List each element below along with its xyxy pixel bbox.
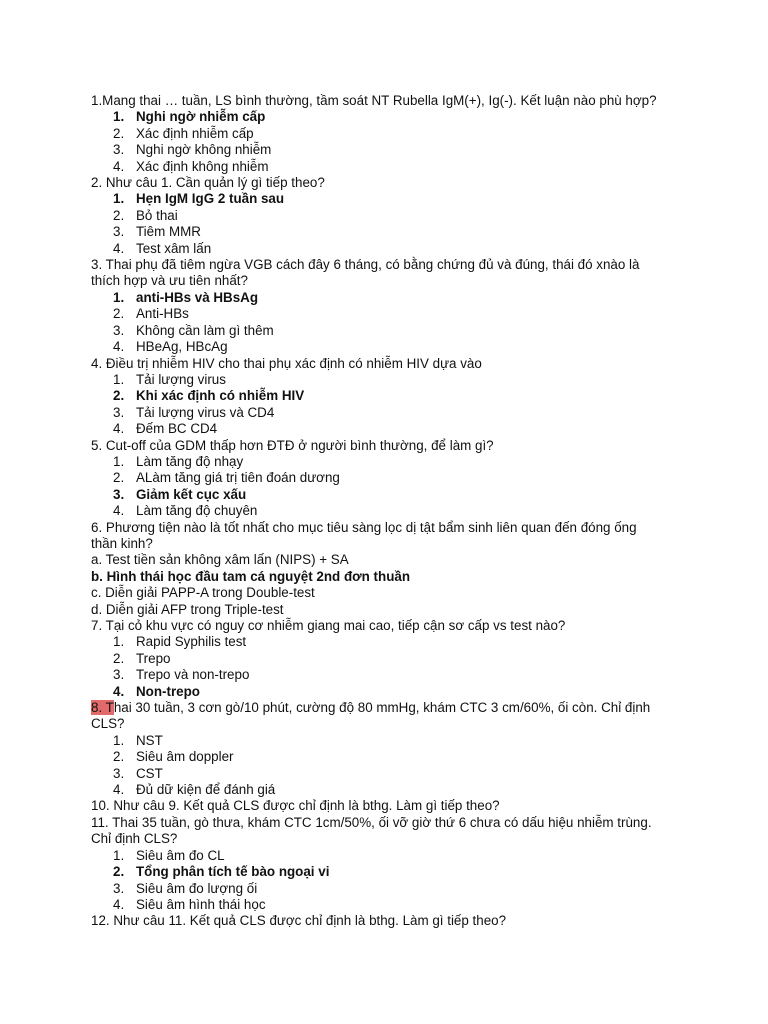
question-text — [91, 700, 688, 716]
option-text: Tải lượng virus — [136, 371, 226, 387]
answer-option — [91, 503, 688, 519]
option-text: Đủ dữ kiện để đánh giá — [136, 782, 276, 798]
option-number: 3. — [113, 322, 125, 338]
option-number: 3. — [113, 765, 125, 781]
option-text: Siêu âm doppler — [136, 749, 234, 765]
option-text: Rapid Syphilis test — [136, 634, 247, 650]
answer-option — [91, 651, 688, 667]
option-text: Tải lượng virus và CD4 — [136, 404, 275, 420]
answer-option — [91, 323, 688, 339]
question-line: thích hợp và ưu tiên nhất? — [91, 273, 248, 289]
question-line: CLS? — [91, 716, 125, 732]
answer-option-correct: b. Hình thái học đầu tam cá nguyệt 2nd đơn thuần — [91, 568, 411, 584]
question-line: 3. Thai phụ đã tiêm ngừa VGB cách đây 6 tháng, có bằng chứng đủ và đúng, thái đó xnào là — [91, 257, 640, 273]
option-number: 3. — [113, 486, 125, 502]
question-text — [91, 815, 688, 831]
option-number: 4. — [113, 683, 125, 699]
answer-option — [91, 421, 688, 437]
option-number: 1. — [113, 634, 125, 650]
option-number: 4. — [113, 503, 125, 519]
answer-option — [91, 224, 688, 240]
question-text — [91, 93, 688, 109]
option-text: Non-trepo — [136, 683, 200, 699]
option-number: 1. — [113, 191, 125, 207]
question-text — [91, 913, 688, 929]
option-text: Xác định không nhiễm — [136, 158, 269, 174]
answer-option — [91, 306, 688, 322]
answer-option — [91, 782, 688, 798]
option-number: 3. — [113, 880, 125, 896]
highlighted-text: 8. T — [91, 700, 114, 716]
option-text: Giảm kết cục xấu — [136, 486, 247, 502]
question-text — [91, 716, 688, 732]
question-line: Chỉ định CLS? — [91, 831, 178, 847]
answer-option — [91, 241, 688, 257]
option-text: Khi xác định có nhiễm HIV — [136, 388, 305, 404]
option-number: 4. — [113, 421, 125, 437]
answer-option — [91, 454, 688, 470]
option-number: 3. — [113, 142, 125, 158]
answer-option-correct — [91, 109, 688, 125]
answer-option-correct — [91, 487, 688, 503]
question-line: 11. Thai 35 tuần, gò thưa, khám CTC 1cm/50%, ối vỡ giờ thứ 6 chưa có dấu hiệu nhiễm trùng. — [91, 814, 652, 830]
option-text: Trepo — [136, 650, 171, 666]
option-number: 2. — [113, 470, 125, 486]
option-text: Không cần làm gì thêm — [136, 322, 274, 338]
option-text: Trepo và non-trepo — [136, 667, 250, 683]
option-number: 1. — [113, 847, 125, 863]
answer-option — [91, 667, 688, 683]
option-number: 2. — [113, 207, 125, 223]
answer-option — [91, 848, 688, 864]
option-number: 4. — [113, 240, 125, 256]
question-text — [91, 831, 688, 847]
option-number: 3. — [113, 667, 125, 683]
option-text: Hẹn IgM IgG 2 tuần sau — [136, 191, 285, 207]
answer-option — [91, 126, 688, 142]
option-number: 4. — [113, 339, 125, 355]
question-text — [91, 798, 688, 814]
option-text: Làm tăng độ chuyên — [136, 503, 258, 519]
option-number: 1. — [113, 453, 125, 469]
question-line: 12. Như câu 11. Kết quả CLS được chỉ định là bthg. Làm gì tiếp theo? — [91, 913, 507, 929]
answer-option-correct — [91, 864, 688, 880]
option-number: 2. — [113, 749, 125, 765]
option-text: Làm tăng độ nhạy — [136, 453, 244, 469]
question-text — [91, 356, 688, 372]
answer-option-correct — [91, 388, 688, 404]
option-number: 4. — [113, 896, 125, 912]
answer-option — [91, 634, 688, 650]
option-text: Siêu âm đo CL — [136, 847, 225, 863]
question-text — [91, 438, 688, 454]
option-text: Xác định nhiễm cấp — [136, 125, 254, 141]
answer-option — [91, 405, 688, 421]
option-text: ALàm tăng giá trị tiên đoán dương — [136, 470, 340, 486]
answer-option — [91, 208, 688, 224]
option-number: 2. — [113, 864, 125, 880]
option-text: Nghi ngờ không nhiễm — [136, 142, 272, 158]
answer-option — [91, 372, 688, 388]
answer-option: a. Test tiền sản không xâm lấn (NIPS) + SA — [91, 552, 349, 568]
option-text: Tiêm MMR — [136, 224, 201, 240]
question-line: 4. Điều trị nhiễm HIV cho thai phụ xác định có nhiễm HIV dựa vào — [91, 355, 482, 371]
option-text: HBeAg, HBcAg — [136, 339, 228, 355]
option-text: Anti-HBs — [136, 306, 189, 322]
answer-option — [91, 470, 688, 486]
question-text — [91, 273, 688, 289]
option-text: CST — [136, 765, 163, 781]
option-number: 2. — [113, 125, 125, 141]
answer-option: d. Diễn giải AFP trong Triple-test — [91, 601, 284, 617]
question-text — [91, 257, 688, 273]
question-text — [91, 175, 688, 191]
option-text: Nghi ngờ nhiễm cấp — [136, 109, 266, 125]
question-text — [91, 520, 688, 536]
question-line: 1.Mang thai … tuần, LS bình thường, tầm soát NT Rubella IgM(+), Ig(-). Kết luận nào phù hợp? — [91, 93, 657, 108]
answer-option: c. Diễn giải PAPP-A trong Double-test — [91, 585, 315, 601]
answer-option — [91, 897, 688, 913]
answer-option-correct — [91, 684, 688, 700]
answer-option-correct — [91, 191, 688, 207]
answer-option — [91, 159, 688, 175]
option-number: 2. — [113, 306, 125, 322]
option-text: Siêu âm đo lượng ối — [136, 880, 258, 896]
answer-option — [91, 766, 688, 782]
answer-option — [91, 142, 688, 158]
question-line: 7. Tại cỏ khu vực có nguy cơ nhiễm giang mai cao, tiếp cận sơ cấp vs test nào? — [91, 618, 566, 633]
question-line: 2. Như câu 1. Cần quản lý gì tiếp theo? — [91, 175, 325, 191]
question-line: hai 30 tuần, 3 cơn gò/10 phút, cường độ 80 mmHg, khám CTC 3 cm/60%, ối còn. Chỉ định — [113, 700, 651, 716]
option-text: Bỏ thai — [136, 207, 178, 223]
option-number: 1. — [113, 732, 125, 748]
option-text: anti-HBs và HBsAg — [136, 289, 259, 305]
question-line: 6. Phương tiện nào là tốt nhất cho mục tiêu sàng lọc dị tật bẩm sinh liên quan đến đóng ống — [91, 519, 637, 535]
option-number: 1. — [113, 289, 125, 305]
answer-option-correct — [91, 290, 688, 306]
answer-option — [91, 881, 688, 897]
option-number: 4. — [113, 158, 125, 174]
option-number: 4. — [113, 782, 125, 798]
option-number: 2. — [113, 388, 125, 404]
answer-option — [91, 339, 688, 355]
option-number: 3. — [113, 224, 125, 240]
question-text — [91, 618, 688, 634]
option-number: 2. — [113, 650, 125, 666]
option-number: 1. — [113, 371, 125, 387]
question-line: thần kinh? — [91, 535, 153, 551]
option-number: 3. — [113, 404, 125, 420]
option-text: Tổng phân tích tế bào ngoại vi — [136, 864, 330, 880]
option-number: 1. — [113, 109, 125, 125]
option-text: Đếm BC CD4 — [136, 421, 218, 437]
option-text: NST — [136, 732, 163, 748]
answer-option — [91, 749, 688, 765]
option-text: Test xâm lấn — [136, 240, 212, 256]
answer-option — [91, 733, 688, 749]
question-text — [91, 536, 688, 552]
question-line: 5. Cut-off của GDM thấp hơn ĐTĐ ở người bình thường, để làm gì? — [91, 437, 494, 453]
question-line: 10. Như câu 9. Kết quả CLS được chỉ định là bthg. Làm gì tiếp theo? — [91, 798, 500, 814]
option-text: Siêu âm hình thái học — [136, 896, 266, 912]
